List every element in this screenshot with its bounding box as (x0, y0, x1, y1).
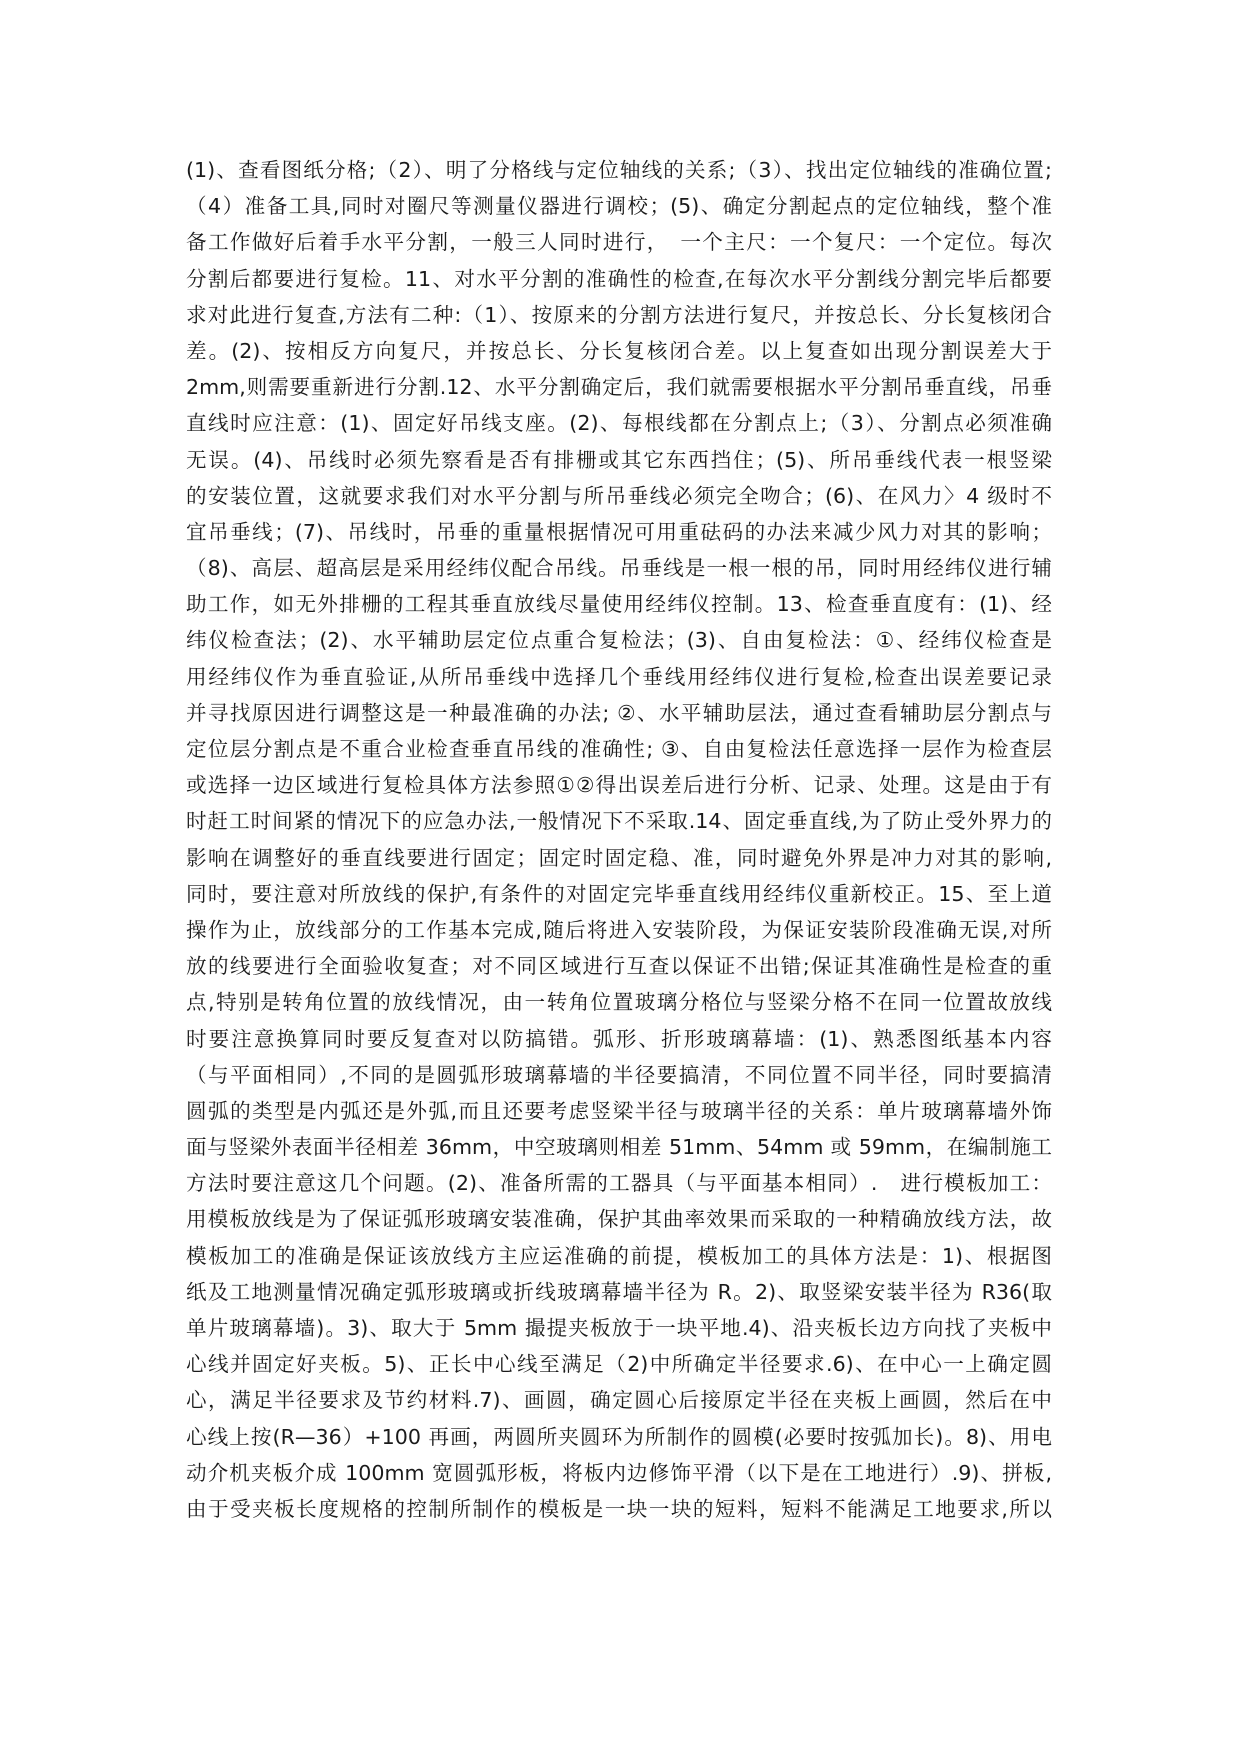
text-line-21: 同时，要注意对所放线的保护,有条件的对固定完毕垂直线用经纬仪重新校正。15、至上道 (186, 881, 1052, 906)
text-line-15: 用经纬仪作为垂直验证,从所吊垂线中选择几个垂线用经纬仪进行复检,检查出误差要记录 (186, 664, 1052, 689)
text-line-17: 定位层分割点是不重合业检查垂直吊线的准确性; ③、自由复检法任意选择一层作为检查层 (186, 737, 1052, 761)
text-line-28: 面与竖梁外表面半径相差 36mm，中空玻璃则相差 51mm、54mm 或 59mm，在编制施工 (186, 1135, 1052, 1160)
text-line-19: 时赶工时间紧的情况下的应急办法,一般情况下不采取.14、固定垂直线,为了防止受外界力的 (186, 809, 1052, 834)
text-line-11: 宜吊垂线；(7)、吊线时，吊垂的重量根据情况可用重砝码的办法来减少风力对其的影响； (186, 519, 1052, 544)
text-line-05: 求对此进行复查,方法有二种:（1）、按原来的分割方法进行复尺，并按总长、分长复核闭合 (186, 302, 1052, 327)
text-line-12: （8)、高层、超高层是采用经纬仪配合吊线。吊垂线是一根一根的吊，同时用经纬仪进行辅 (186, 556, 1052, 581)
text-line-33: 单片玻璃幕墙)。3)、取大于 5mm 撮提夹板放于一块平地.4)、沿夹板长边方向找了夹板中 (186, 1316, 1052, 1340)
text-line-04: 分割后都要进行复检。11、对水平分割的准确性的检查,在每次水平分割线分割完毕后都要 (186, 266, 1052, 291)
text-line-27: 圆弧的类型是内弧还是外弧,而且还要考虑竖梁半径与玻璃半径的关系：单片玻璃幕墙外饰 (186, 1098, 1052, 1123)
text-line-07: 2mm,则需要重新进行分割.12、水平分割确定后，我们就需要根据水平分割吊垂直线，吊垂 (186, 375, 1052, 400)
text-line-13: 助工作，如无外排栅的工程其垂直放线尽量使用经纬仪控制。13、检查垂直度有：(1)、经 (186, 592, 1052, 617)
text-line-16: 并寻找原因进行调整这是一种最准确的办法; ②、水平辅助层法，通过查看辅助层分割点与 (186, 700, 1052, 725)
text-line-35: 心，满足半径要求及节约材料.7)、画圆，确定圆心后接原定半径在夹板上画圆，然后在中 (186, 1388, 1052, 1413)
text-line-24: 点,特别是转角位置的放线情况，由一转角位置玻璃分格位与竖梁分格不在同一位置故放线 (186, 990, 1052, 1015)
text-line-08: 直线时应注意：(1)、固定好吊线支座。(2)、每根线都在分割点上;（3）、分割点必须准确 (186, 411, 1052, 436)
text-line-10: 的安装位置，这就要求我们对水平分割与所吊垂线必须完全吻合；(6)、在风力〉4 级时不 (186, 483, 1052, 508)
text-line-09: 无误。(4)、吊线时必须先察看是否有排栅或其它东西挡住；(5)、所吊垂线代表一根竖梁 (186, 447, 1052, 472)
text-line-30: 用模板放线是为了保证弧形玻璃安装准确，保护其曲率效果而采取的一种精确放线方法，故 (186, 1207, 1052, 1232)
text-line-06: 差。(2)、按相反方向复尺，并按总长、分长复核闭合差。以上复查如出现分割误差大于 (186, 338, 1052, 363)
text-line-18: 或选择一边区域进行复检具体方法参照①②得出误差后进行分析、记录、处理。这是由于有 (186, 773, 1052, 798)
text-line-02: （4）准备工具,同时对圈尺等测量仪器进行调校；(5)、确定分割起点的定位轴线，整个准 (186, 194, 1052, 219)
text-line-14: 纬仪检查法；(2)、水平辅助层定位点重合复检法；(3)、自由复检法：①、经纬仪检查是 (186, 628, 1052, 653)
text-line-03: 备工作做好后着手水平分割，一般三人同时进行， 一个主尺：一个复尺：一个定位。每次 (186, 230, 1052, 255)
text-line-22: 操作为止，放线部分的工作基本完成,随后将进入安装阶段，为保证安装阶段准确无误,对所 (186, 917, 1052, 942)
text-line-26: （与平面相同）,不同的是圆弧形玻璃幕墙的半径要搞清，不同位置不同半径，同时要搞清 (186, 1062, 1052, 1087)
text-line-38: 由于受夹板长度规格的控制所制作的模板是一块一块的短料，短料不能满足工地要求,所以 (186, 1496, 1052, 1521)
text-line-31: 模板加工的准确是保证该放线方主应运准确的前提，模板加工的具体方法是：1)、根据图 (186, 1243, 1052, 1268)
text-line-32: 纸及工地测量情况确定弧形玻璃或折线玻璃幕墙半径为 R。2)、取竖梁安装半径为 R36(取 (186, 1279, 1052, 1304)
text-line-23: 放的线要进行全面验收复查；对不同区域进行互查以保证不出错;保证其准确性是检查的重 (186, 954, 1052, 979)
text-line-25: 时要注意换算同时要反复查对以防搞错。弧形、折形玻璃幕墙：(1)、熟悉图纸基本内容 (186, 1026, 1052, 1051)
text-line-37: 动介机夹板介成 100mm 宽圆弧形板，将板内边修饰平滑（以下是在工地进行）.9)、拼板, (186, 1460, 1052, 1485)
text-line-20: 影响在调整好的垂直线要进行固定；固定时固定稳、准，同时避免外界是冲力对其的影响, (186, 845, 1052, 870)
text-line-34: 心线并固定好夹板。5)、正长中心线至满足（2)中所确定半径要求.6)、在中心一上确定圆 (186, 1352, 1052, 1377)
text-line-29: 方法时要注意这几个问题。(2)、准备所需的工器具（与平面基本相同）. 进行模板加工： (186, 1171, 1052, 1196)
text-line-01: (1)、查看图纸分格;（2）、明了分格线与定位轴线的关系;（3）、找出定位轴线的准确位置; (186, 158, 1052, 182)
text-line-36: 心线上按(R—36）+100 再画，两圆所夹圆环为所制作的圆模(必要时按弧加长)。8)、用电 (186, 1424, 1052, 1449)
document-body (186, 152, 1052, 1527)
